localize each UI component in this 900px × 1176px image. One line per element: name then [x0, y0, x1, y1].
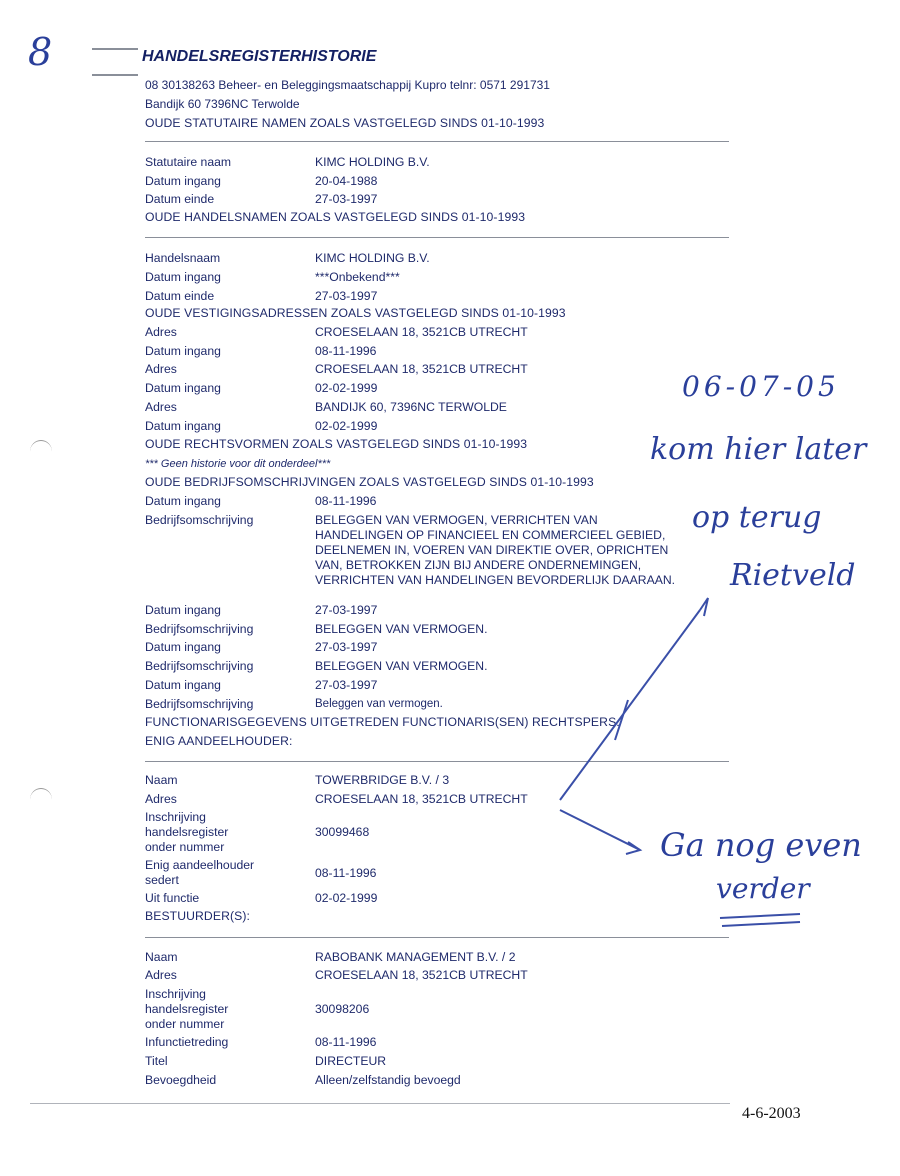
handwritten-note: verder	[716, 872, 810, 905]
field-value: 27-03-1997	[315, 289, 378, 303]
business-description: BELEGGEN VAN VERMOGEN, VERRICHTEN VAN HANDELINGEN OP FINANCIEEL EN COMMERCIEEL GEBIED, DEELNEMEN IN, VOEREN VAN DIREKTIE OVER, OPRICHTEN VAN, BETROKKEN ZIJN BIJ ANDERE ONDERNEMINGEN, VERRICHTEN VAN HANDELINGEN BEVORDERLIJK DAARAAN.	[315, 513, 676, 587]
section-bedrijfsomschrijvingen: OUDE BEDRIJFSOMSCHRIJVINGEN ZOALS VASTGELEGD SINDS 01-10-1993	[145, 475, 594, 489]
field-value: 02-02-1999	[315, 419, 378, 433]
field-value: BANDIJK 60, 7396NC TERWOLDE	[315, 400, 507, 414]
field-value: 08-11-1996	[315, 494, 377, 508]
field-value: 08-11-1996	[315, 866, 377, 880]
field-value: ***Onbekend***	[315, 270, 400, 284]
field-label: Inschrijving	[145, 810, 206, 824]
field-label: Bedrijfsomschrijving	[145, 513, 254, 527]
field-value: DIRECTEUR	[315, 1054, 387, 1068]
field-label: onder nummer	[145, 840, 225, 854]
field-value: 08-11-1996	[315, 1035, 377, 1049]
no-history-note: *** Geen historie voor dit onderdeel***	[145, 458, 331, 470]
field-value: CROESELAAN 18, 3521CB UTRECHT	[315, 362, 528, 376]
section-bestuurders: BESTUURDER(S):	[145, 909, 250, 923]
field-label: Adres	[145, 968, 177, 982]
handwritten-page-number: 8	[28, 30, 53, 74]
field-label: Handelsnaam	[145, 251, 221, 265]
field-label: Bedrijfsomschrijving	[145, 697, 254, 711]
field-value: BELEGGEN VAN VERMOGEN.	[315, 659, 488, 673]
field-label: Adres	[145, 792, 177, 806]
field-label: handelsregister	[145, 1002, 229, 1016]
field-label: Datum ingang	[145, 381, 221, 395]
divider	[145, 141, 729, 142]
footer-rule	[30, 1103, 730, 1104]
field-value: 30099468	[315, 825, 370, 839]
arrow-stroke	[560, 810, 640, 850]
section-handelsnamen: OUDE HANDELSNAMEN ZOALS VASTGELEGD SINDS 01-10-1993	[145, 210, 526, 224]
section-enig-aandeelhouder: ENIG AANDEELHOUDER:	[145, 734, 293, 748]
field-label: Uit functie	[145, 891, 200, 905]
field-label: Datum ingang	[145, 640, 221, 654]
field-label: Datum ingang	[145, 344, 221, 358]
divider	[145, 761, 729, 762]
document-title: HANDELSREGISTERHISTORIE	[142, 48, 377, 65]
handwritten-name: Rietveld	[730, 558, 856, 593]
handwritten-note: op terug	[692, 500, 822, 535]
title-rule-bottom	[92, 74, 138, 76]
field-value: CROESELAAN 18, 3521CB UTRECHT	[315, 325, 528, 339]
field-value: 27-03-1997	[315, 603, 378, 617]
field-label: Bedrijfsomschrijving	[145, 659, 254, 673]
field-value: 27-03-1997	[315, 192, 378, 206]
underline-stroke	[720, 914, 800, 918]
field-label: Datum ingang	[145, 270, 221, 284]
field-value: Alleen/zelfstandig bevoegd	[315, 1073, 461, 1087]
arrow-head	[700, 598, 708, 616]
field-label: Statutaire naam	[145, 155, 232, 169]
field-label: Datum ingang	[145, 603, 221, 617]
field-value: CROESELAAN 18, 3521CB UTRECHT	[315, 792, 528, 806]
divider	[145, 937, 729, 938]
field-label: Bedrijfsomschrijving	[145, 622, 254, 636]
field-label: Titel	[145, 1054, 168, 1068]
field-value: 27-03-1997	[315, 640, 378, 654]
punch-mark	[30, 788, 52, 811]
divider	[145, 237, 729, 238]
underline-stroke	[722, 922, 800, 926]
field-label: Datum ingang	[145, 678, 221, 692]
section-functionarisgegevens: FUNCTIONARISGEGEVENS UITGETREDEN FUNCTIONARIS(SEN) RECHTSPERS.	[145, 715, 620, 729]
field-value: TOWERBRIDGE B.V. / 3	[315, 773, 450, 787]
section-vestigingsadressen: OUDE VESTIGINGSADRESSEN ZOALS VASTGELEGD SINDS 01-10-1993	[145, 306, 566, 320]
field-value: CROESELAAN 18, 3521CB UTRECHT	[315, 968, 528, 982]
field-label: handelsregister	[145, 825, 229, 839]
field-value: 20-04-1988	[315, 174, 378, 188]
field-value: KIMC HOLDING B.V.	[315, 251, 430, 265]
field-value: 02-02-1999	[315, 891, 378, 905]
arrow-stroke	[560, 610, 700, 800]
company-line: 08 30138263 Beheer- en Beleggingsmaatschappij Kupro telnr: 0571 291731	[145, 78, 550, 92]
field-label: Adres	[145, 400, 177, 414]
field-label: Inschrijving	[145, 987, 206, 1001]
print-date: 4-6-2003	[742, 1105, 801, 1122]
address-line: Bandijk 60 7396NC Terwolde	[145, 97, 300, 111]
field-value: 27-03-1997	[315, 678, 378, 692]
field-label: Bevoegdheid	[145, 1073, 217, 1087]
handwritten-note: kom hier later	[650, 432, 867, 467]
field-label: Enig aandeelhouder	[145, 858, 255, 872]
section-statutaire-namen: OUDE STATUTAIRE NAMEN ZOALS VASTGELEGD SINDS 01-10-1993	[145, 116, 545, 130]
field-value: 08-11-1996	[315, 344, 377, 358]
field-value: 30098206	[315, 1002, 370, 1016]
punch-mark	[30, 440, 52, 463]
field-value: Beleggen van vermogen.	[315, 698, 443, 710]
field-label: Naam	[145, 773, 178, 787]
field-value: RABOBANK MANAGEMENT B.V. / 2	[315, 950, 516, 964]
field-label: Infunctietreding	[145, 1035, 229, 1049]
field-value: KIMC HOLDING B.V.	[315, 155, 430, 169]
field-label: sedert	[145, 873, 179, 887]
handwritten-date: 06-07-05	[682, 370, 840, 403]
field-label: Datum ingang	[145, 419, 221, 433]
field-label: Datum ingang	[145, 174, 221, 188]
handwritten-note: Ga nog even	[660, 826, 862, 864]
field-label: Adres	[145, 362, 177, 376]
field-label: onder nummer	[145, 1017, 225, 1031]
field-label: Datum ingang	[145, 494, 221, 508]
field-label: Datum einde	[145, 192, 215, 206]
title-rule-top	[92, 48, 138, 50]
field-value: 02-02-1999	[315, 381, 378, 395]
field-label: Datum einde	[145, 289, 215, 303]
field-label: Adres	[145, 325, 177, 339]
field-value: BELEGGEN VAN VERMOGEN.	[315, 622, 488, 636]
section-rechtsvormen: OUDE RECHTSVORMEN ZOALS VASTGELEGD SINDS 01-10-1993	[145, 437, 528, 451]
field-label: Naam	[145, 950, 178, 964]
arrow-head	[626, 842, 640, 854]
